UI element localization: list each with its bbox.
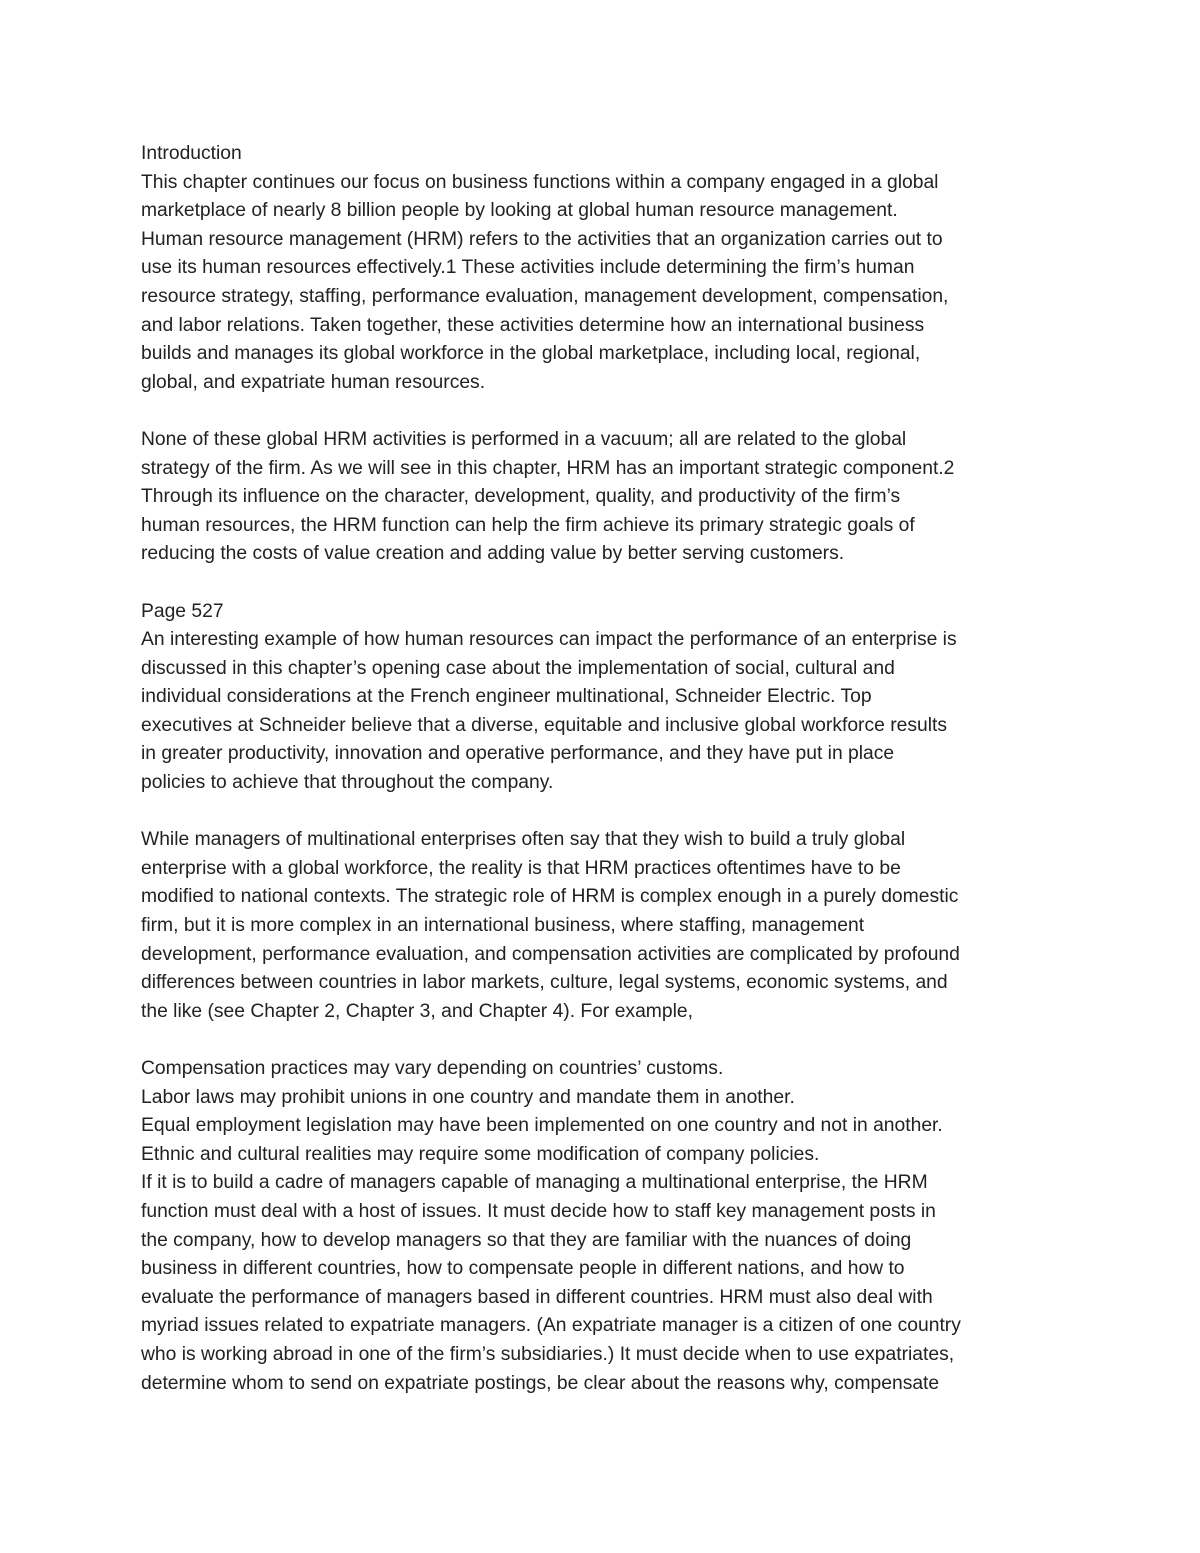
text-line: who is working abroad in one of the firm’s subsidiaries.) It must decide when to use expatriates, [141, 1343, 955, 1365]
text-line: reducing the costs of value creation and adding value by better serving customers. [141, 543, 845, 565]
text-line: differences between countries in labor markets, culture, legal systems, economic systems, and [141, 972, 948, 994]
paragraph-gap [141, 569, 1071, 598]
text-line: firm, but it is more complex in an international business, where staffing, management [141, 915, 865, 937]
text-line: executives at Schneider believe that a diverse, equitable and inclusive global workforce results [141, 714, 947, 736]
text-line: marketplace of nearly 8 billion people by looking at global human resource management. [141, 200, 898, 222]
text-line: use its human resources effectively.1 These activities include determining the firm’s human [141, 257, 915, 279]
text-line: None of these global HRM activities is performed in a vacuum; all are related to the global [141, 428, 907, 450]
text-line: business in different countries, how to compensate people in different nations, and how to [141, 1258, 905, 1280]
text-line: discussed in this chapter’s opening case about the implementation of social, cultural and [141, 657, 895, 679]
text-line: Compensation practices may vary depending on countries’ customs. [141, 1058, 724, 1079]
text-line: builds and manages its global workforce in the global marketplace, including local, regional, [141, 343, 921, 365]
text-line: policies to achieve that throughout the company. [141, 772, 554, 794]
text-line: While managers of multinational enterprises often say that they wish to build a truly global [141, 829, 906, 851]
paragraph-gap [141, 1026, 1071, 1055]
text-line: Through its influence on the character, development, quality, and productivity of the firm’s [141, 486, 901, 508]
document-body [141, 140, 1071, 1398]
text-line: myriad issues related to expatriate managers. (An expatriate manager is a citizen of one country [141, 1315, 961, 1337]
text-line: development, performance evaluation, and compensation activities are complicated by profound [141, 943, 960, 965]
text-line: modified to national contexts. The strategic role of HRM is complex enough in a purely domestic [141, 886, 959, 908]
text-line: Labor laws may prohibit unions in one country and mandate them in another. [141, 1086, 795, 1108]
text-line: determine whom to send on expatriate postings, be clear about the reasons why, compensate [141, 1372, 940, 1394]
text-line: global, and expatriate human resources. [141, 371, 486, 393]
paragraph-gap [141, 397, 1071, 426]
text-line: Equal employment legislation may have been implemented on one country and not in another. [141, 1115, 943, 1137]
text-line: individual considerations at the French engineer multinational, Schneider Electric. Top [141, 686, 872, 708]
text-line: strategy of the firm. As we will see in this chapter, HRM has an important strategic component.2 [141, 457, 955, 479]
text-line: enterprise with a global workforce, the reality is that HRM practices oftentimes have to be [141, 857, 901, 879]
text-line: the like (see Chapter 2, Chapter 3, and Chapter 4). For example, [141, 1000, 693, 1022]
text-line: Page 527 [141, 600, 224, 622]
text-line: and labor relations. Taken together, these activities determine how an international business [141, 314, 925, 336]
text-line: the company, how to develop managers so that they are familiar with the nuances of doing [141, 1229, 912, 1251]
text-line: Ethnic and cultural realities may require some modification of company policies. [141, 1143, 820, 1165]
text-line: resource strategy, staffing, performance evaluation, management development, compensation, [141, 285, 949, 307]
text-line: If it is to build a cadre of managers capable of managing a multinational enterprise, the HRM [141, 1172, 928, 1194]
text-line: in greater productivity, innovation and operative performance, and they have put in place [141, 743, 895, 765]
text-line: This chapter continues our focus on business functions within a company engaged in a global [141, 171, 939, 193]
text-line: function must deal with a host of issues. It must decide how to staff key management posts in [141, 1200, 936, 1222]
text-line: Human resource management (HRM) refers to the activities that an organization carries out to [141, 228, 943, 250]
text-line: human resources, the HRM function can help the firm achieve its primary strategic goals of [141, 514, 915, 536]
text-line: evaluate the performance of managers based in different countries. HRM must also deal with [141, 1286, 933, 1308]
paragraph-gap [141, 798, 1071, 827]
text-line: Introduction [141, 143, 242, 164]
text-line: An interesting example of how human resources can impact the performance of an enterprise is [141, 629, 957, 651]
